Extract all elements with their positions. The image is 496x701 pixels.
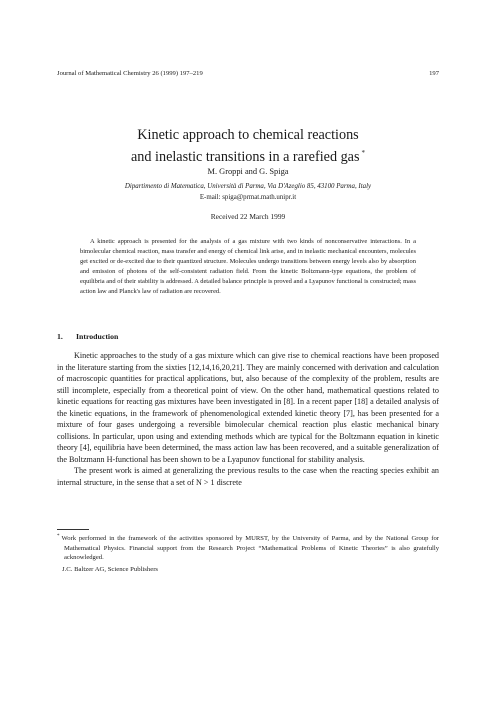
author-email: E-mail: spiga@prmat.math.unipr.it [199,193,297,201]
footnote [57,532,439,563]
affiliation [0,182,496,203]
authors: M. Groppi and G. Spiga [207,167,289,176]
body-text [57,350,439,489]
abstract-text: A kinetic approach is presented for the analysis of a gas mixture with two kinds of nonconservative interactions. In a bimolecular chemical reaction, mass transfer and energy of chemical link arise, and in inelastic mechanical encounters, molecules get excited or de-excited due to their quantized structure. Molecules undergo transitions between energy levels also by absorption and emission of photons of the self-consistent radiation field. From the kinetic Boltzmann-type equations, the problem of equilibria and of their stability is addressed. A detailed balance principle is proved and a Lyapunov functional is constructed; mass action law and Planck's law of radiation are recovered. [80,238,416,296]
paper-title [0,126,496,166]
received-date: Received 22 March 1999 [210,212,286,221]
footnote-paragraph [57,532,439,563]
title-line-1: Kinetic approach to chemical reactions [137,127,359,143]
affiliation-department: Dipartimento di Matematica, Università di Parma, Via D'Azeglio 85, 43100 Parma, Italy [124,183,372,190]
footnote-mark: * [57,534,60,539]
title-line-2-text: and inelastic transitions in a rarefied gas [131,149,360,165]
title-line-2 [0,144,496,166]
running-head [57,70,439,77]
journal-citation: Journal of Mathematical Chemistry 26 (1999) 197–219 [57,70,203,77]
publisher-line: J.C. Baltzer AG, Science Publishers [62,566,159,573]
footnote-divider [57,529,89,530]
section-heading [57,332,118,341]
body-paragraph-1: Kinetic approaches to the study of a gas mixture which can give rise to chemical reactions have been proposed in the literature starting from the sixties [12,14,16,20,21]. They are mainly concerned with derivation and calculation of macroscopic quantities for practical applications, but, also because of the complexity of the problem, results are still incomplete, especially from a theoretical point of view. On the other hand, mathematical questions related to kinetic equations for reacting gas mixtures have been investigated in [8]. In a recent paper [18] a detailed analysis of the kinetic equations, in the framework of phenomenological extended kinetic theory [7], has been presented for a mixture of four gases undergoing a reversible bimolecular chemical reaction plus elastic mechanical binary collisions. In particular, upon using and extending methods which are typical for the Boltzmann equation in kinetic theory [4], equilibria have been determined, the mass action law has been recovered, and a suitable generalization of the Boltzmann H-functional has been shown to be a Lyapunov functional for stability analysis. [57,351,439,464]
body-paragraph-2: The present work is aimed at generalizing the previous results to the case when the reacting species exhibit an internal structure, in the sense that a set of N > 1 discrete [57,466,439,488]
footnote-text: Work performed in the framework of the activities sponsored by MURST, by the University of Parma, and by the National Group for Mathematical Physics. Financial support from the Research Project “Mathematical Problems of Kinetic Theories” is also gratefully acknowledged. [61,535,439,562]
section-number: 1. [57,332,63,341]
abstract [80,237,416,298]
title-footnote-mark: * [361,149,365,157]
section-title: Introduction [76,332,119,341]
page-number: 197 [429,70,439,77]
